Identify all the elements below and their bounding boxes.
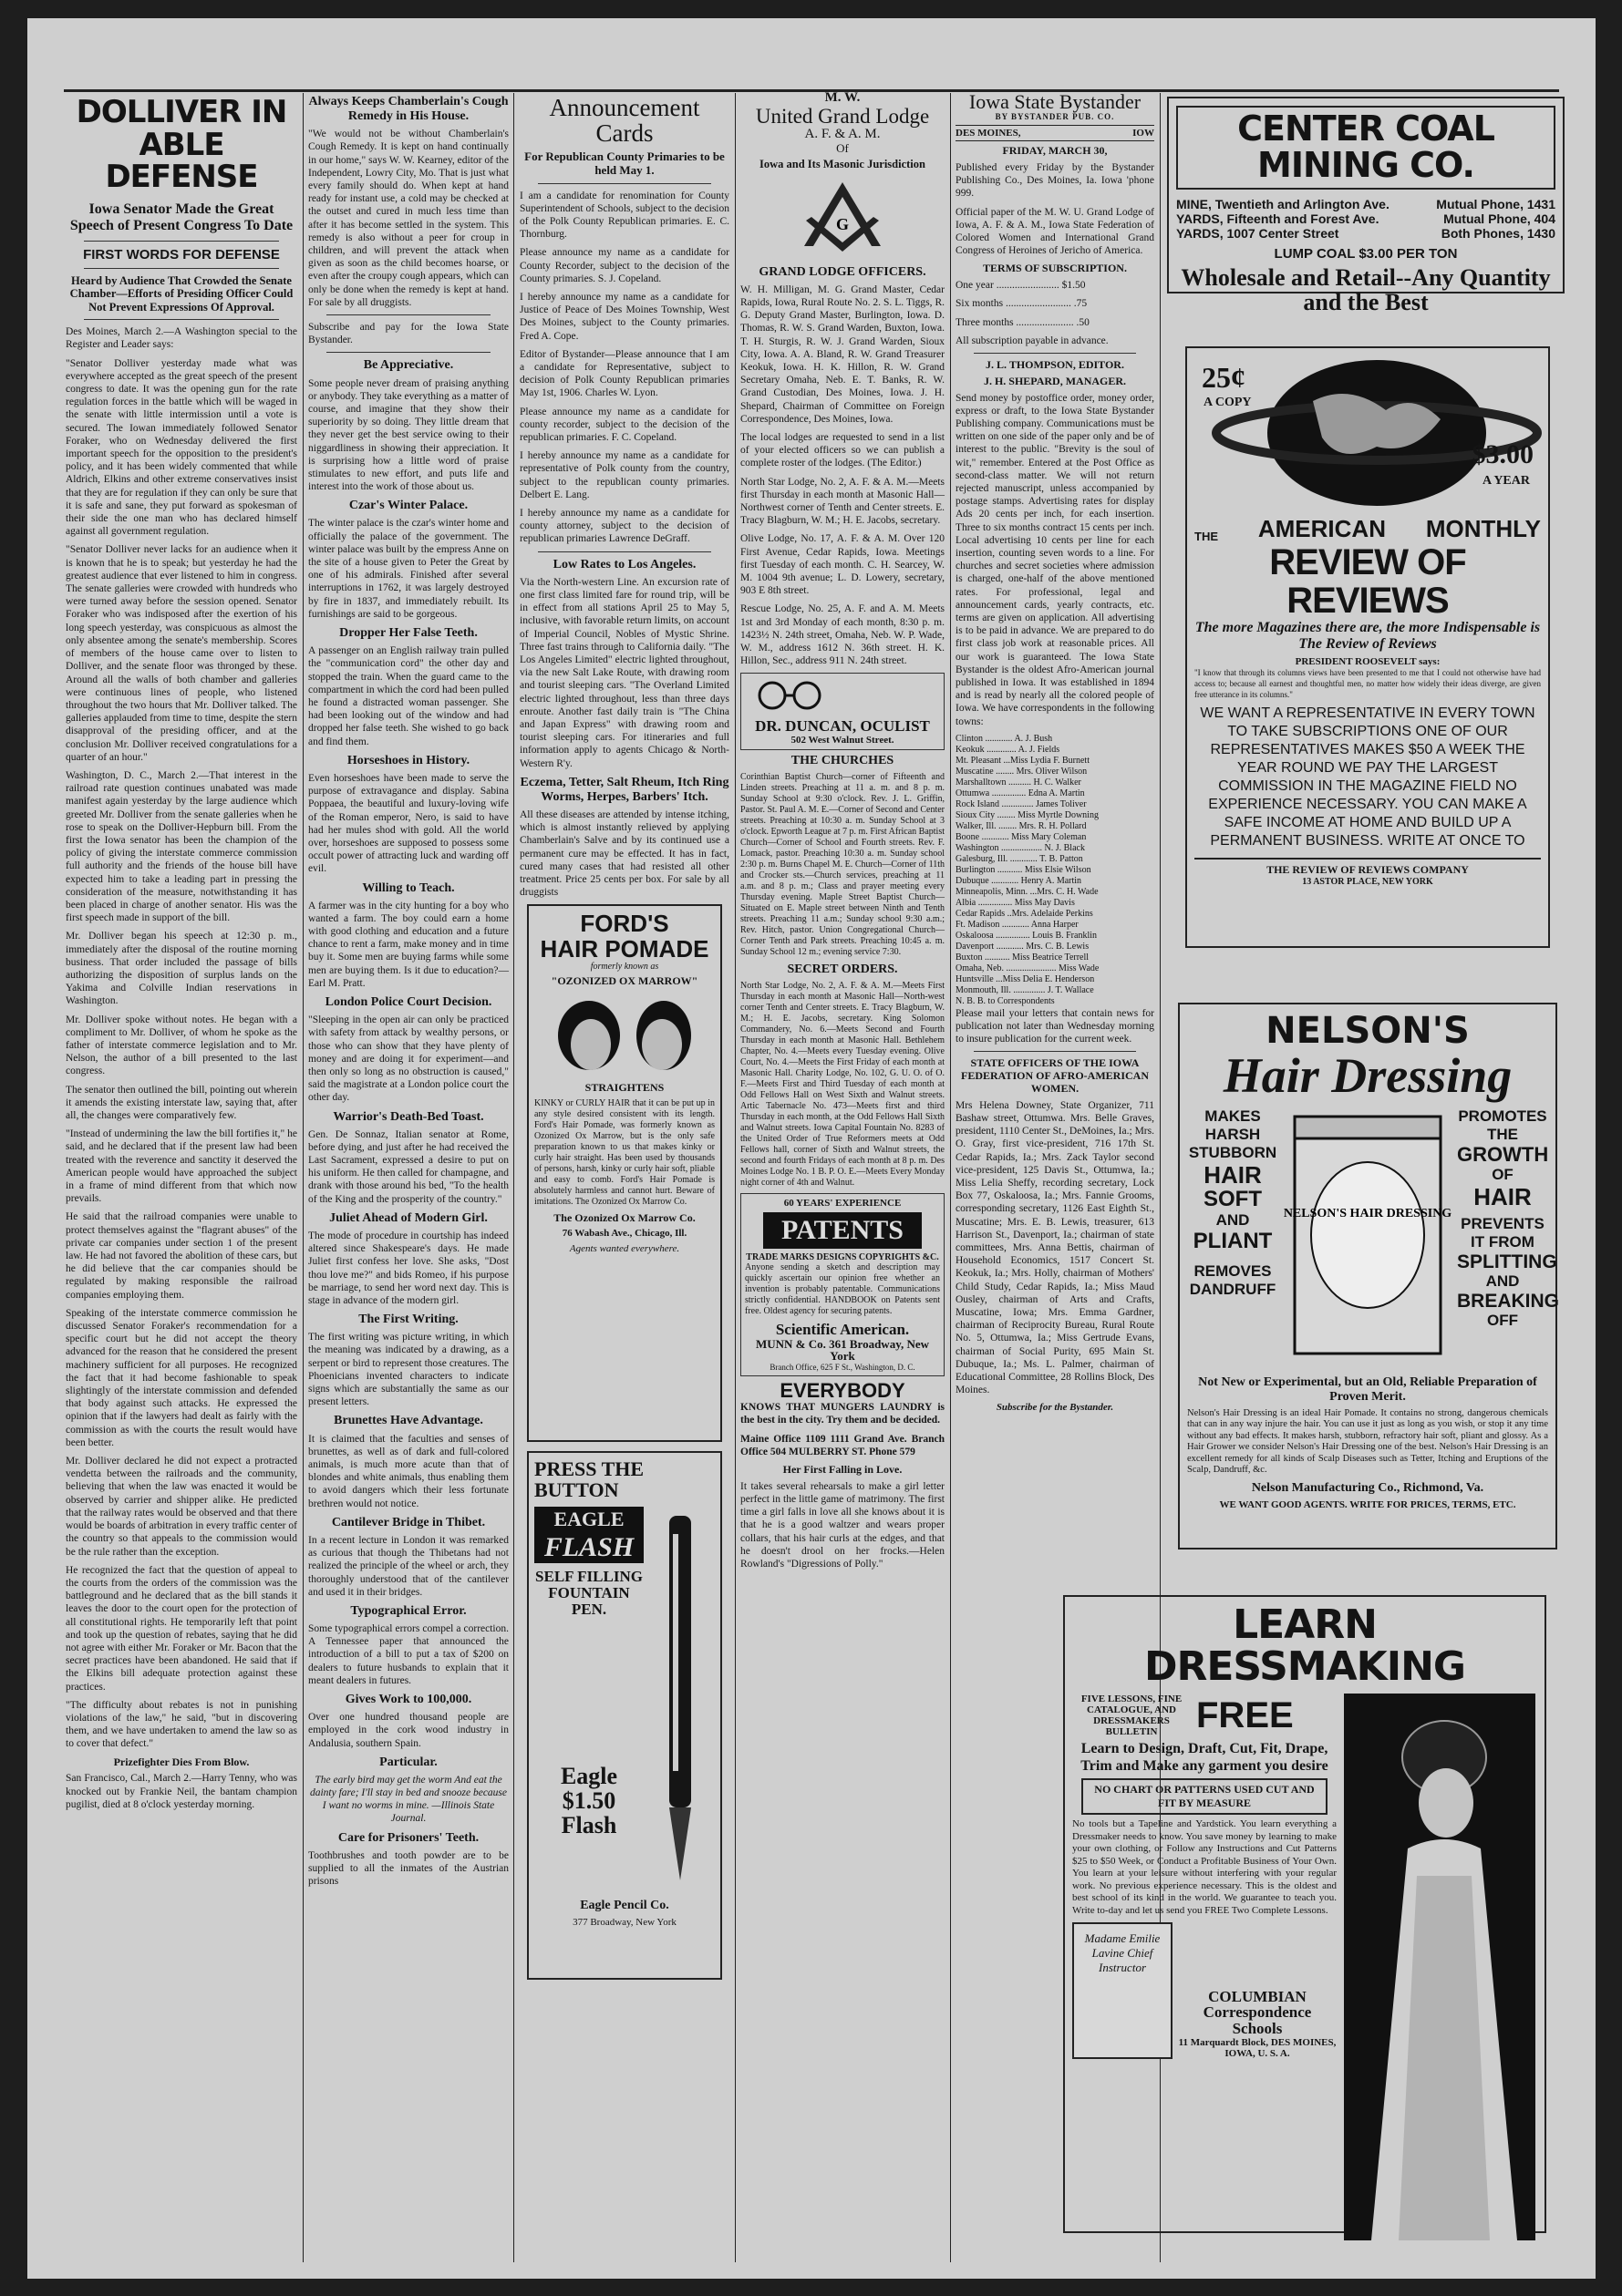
woman-illustration-icon bbox=[1344, 1694, 1535, 2240]
item-text: The first writing was picture writing, in which the meaning was indicated by a drawing, as a serpent or bird to represent those creatures. The Phoenicians invented characters to indicate signs which are substantially the same as our present letters. bbox=[308, 1332, 509, 1408]
column-rule bbox=[735, 93, 736, 2262]
item-text: Over one hundred thousand people are employed in the cork wood industry in Andalusia, southern Spain. bbox=[308, 1712, 509, 1749]
eagle-label: EAGLE bbox=[534, 1507, 644, 1531]
center-coal-ad bbox=[1167, 97, 1565, 316]
review-the: THE bbox=[1194, 530, 1218, 543]
claim-word: HARSH bbox=[1204, 1125, 1261, 1143]
claim-word: OFF bbox=[1487, 1311, 1518, 1329]
correspondent-row: Ottumwa ............... Edna A. Martin bbox=[956, 788, 1085, 798]
correspondent-row: Muscatine ........ Mrs. Oliver Wilson bbox=[956, 766, 1088, 777]
masthead-price: IOW bbox=[1132, 128, 1154, 139]
review-tagline: The more Magazines there are, the more Indispensable is The Review of Reviews bbox=[1194, 620, 1541, 652]
newspaper-page bbox=[27, 18, 1596, 2279]
dolliver-paragraph: Mr. Dolliver declared he did not expect a protracted vendetta between the railroads and the community, believing that when the law was enacted it would be observed by carrier and shipper alike. He predicted that the railway rates would be observed and that there would be boards of arbitration in every traffic center of the country so that appeals to the commission would be the rule rather than the exception. bbox=[66, 1456, 297, 1558]
item-headline: Warrior's Death-Bed Toast. bbox=[333, 1109, 484, 1124]
fords-main: HAIR POMADE bbox=[540, 934, 709, 963]
heads-illustration-icon bbox=[534, 992, 717, 1074]
correspondent-row: Rock Island .............. James Toliver bbox=[956, 798, 1087, 809]
fords-straightens: STRAIGHTENS bbox=[584, 1080, 665, 1094]
publication-note: Published every Friday by the Bystander Publishing Co., Des Moines, Ia. Iowa 'phone 999. bbox=[956, 161, 1154, 200]
eczema-headline: Eczema, Tetter, Salt Rheum, Itch Ring Worms, Herpes, Barbers' Itch. bbox=[520, 775, 729, 804]
dolliver-paragraph: Mr. Dolliver spoke without notes. He began with a compliment to Mr. Dolliver, of whom he spoke as the father of interstate commerce legislation and to Mr. Nelson, the author of a bill presented to the last congress. bbox=[66, 1014, 297, 1077]
review-year: A YEAR bbox=[1483, 474, 1530, 488]
item-headline: Willing to Teach. bbox=[362, 880, 455, 895]
claim-word: AND bbox=[1215, 1210, 1250, 1229]
claim-word: SOFT bbox=[1204, 1186, 1262, 1211]
announcement-card: I hereby announce my name as a candidate for county attorney, subject to the decision of republican primaries Lawrence DeGraff. bbox=[520, 508, 729, 545]
claim-word: OF bbox=[1492, 1165, 1514, 1183]
correspondent-row: Marshalltown .......... H. C. Walker bbox=[956, 777, 1081, 788]
duncan-name: DR. DUNCAN, OCULIST bbox=[755, 717, 930, 736]
correspondent-row: Huntsville ...Miss Delia E. Henderson bbox=[956, 973, 1095, 984]
spectacles-icon bbox=[745, 677, 940, 714]
correspondent-row: Boone ............ Miss Mary Coleman bbox=[956, 831, 1087, 842]
item-text: "Sleeping in the open air can only be practiced with safety from attack by wealthy persons, or those who can show that they have plenty of money and are doing it for experiment—and then only so long as no obstruction is caused," said the magistrate at a London police court the other day. bbox=[308, 1014, 509, 1104]
item-text: In a recent lecture in London it was remarked as curious that though the Thibetans had not realized the principle of the wheel or arch, they thoroughly understood that of the cantilever and used it in their bridges. bbox=[308, 1534, 509, 1598]
patents-sub: TRADE MARKS DESIGNS COPYRIGHTS &C. bbox=[746, 1251, 939, 1262]
manager-line: J. H. SHEPARD, MANAGER. bbox=[983, 374, 1127, 387]
item-headline: Typographical Error. bbox=[350, 1603, 467, 1618]
svg-text:G: G bbox=[835, 214, 850, 233]
nelson-agents: WE WANT GOOD AGENTS. WRITE FOR PRICES, TERMS, ETC. bbox=[1219, 1498, 1516, 1510]
lodge-head-5: Iowa and Its Masonic Jurisdiction bbox=[759, 158, 925, 171]
nelson-company: Nelson Manufacturing Co., Richmond, Va. bbox=[1251, 1480, 1484, 1495]
eagle-pen-ad bbox=[527, 1451, 722, 1980]
review-american: AMERICAN bbox=[1257, 515, 1386, 542]
eagle-company: Eagle Pencil Co. bbox=[580, 1898, 669, 1912]
correspondent-row: Cedar Rapids ..Mrs. Adelaide Perkins bbox=[956, 908, 1093, 919]
review-pitch: WE WANT A REPRESENTATIVE IN EVERY TOWN TO TAKE SUBSCRIPTIONS ONE OF OUR REPRESENTATIVES MAKES $50 A WEEK THE YEAR ROUND WE PAY THE LARGEST COMMISSION IN THE MAGAZINE FIELD NO EXPERIENCE NECESSARY. YOU CAN MAKE A SAFE INCOME AT HOME AND BUILD UP A PERMANENT BUSINESS. WRITE AT ONCE TO bbox=[1200, 705, 1535, 849]
coal-phone-3: Both Phones, 1430 bbox=[1441, 225, 1555, 241]
terms-row: Three months ...................... .50 bbox=[956, 316, 1090, 328]
correspondent-row: Ft. Madison ............ Anna Harper bbox=[956, 919, 1079, 930]
churches-headline: THE CHURCHES bbox=[790, 754, 894, 768]
lodge-head-4: Of bbox=[836, 140, 849, 155]
patents-body: Anyone sending a sketch and description may quickly ascertain our opinion free whether an invention is probably patentable. Communications strictly confidential. HANDBOOK on Patents sent free. Oldest agency for securing patents. bbox=[745, 1261, 940, 1316]
dolliver-paragraph: "Senator Dolliver never lacks for an audience when it is known that he is to speak; but yesterday he had the greatest audience that ever listened to him in congress. The senate galleries were crowded with hundreds who were turned away before the session opened. Senator Foraker who was indisposed after the exertion of his long speech yesterday, was conspicuous as almost the only absentee among the senate's membership. Scores of members of the house came over to listen to Dolliver, and the senate floor was thronged by these. Around all the walls of both chamber and galleries were continuous lines of people, who listened throughout the two hours that Mr. Dolliver talked. The galleries applauded from time to time, despite the stern disapproval of the presiding officer, and at the conclusion Mr. Dolliver received congratulations for a quarter of an hour." bbox=[66, 544, 297, 763]
fords-company: The Ozonized Ox Marrow Co. bbox=[553, 1210, 696, 1224]
fords-pomade-ad bbox=[527, 904, 722, 1442]
claim-word: PREVENTS bbox=[1461, 1214, 1545, 1232]
official-note: Official paper of the M. W. U. Grand Lodge of Iowa, A. F. & A. M., Iowa State Federation of Colored Women and International Grand Congress of Heroines of Jericho of America. bbox=[956, 206, 1154, 257]
lodge-entry: North Star Lodge, No. 2, A. F. & A. M.—Meets first Thursday in each month at Masonic Hall—Northwest corner of Tenth and Center streets. E. Tracy Blagburn, W. M.; H. E. Jacobs, secretary. bbox=[740, 476, 945, 527]
flash-label: FLASH bbox=[534, 1531, 644, 1564]
correspondent-row: Galesburg, Ill. ............ T. B. Patton bbox=[956, 853, 1083, 864]
masthead-title: Iowa State Bystander bbox=[968, 90, 1142, 113]
prizefighter-headline: Prizefighter Dies From Blow. bbox=[113, 1755, 250, 1768]
coal-lump: LUMP COAL $3.00 PER TON bbox=[1274, 245, 1458, 262]
lodge-entry: Rescue Lodge, No. 25, A. F. and A. M. Meets 1st and 3rd Monday of each month, 8:30 p. m. 1423½ N. 24th street, Omaha, Neb. W. P. Wade, W. M., address 1612 N. 36th street. H. K. Hillon, Sec., address 911 N. 24th street. bbox=[740, 603, 945, 667]
rates-headline: Low Rates to Los Angeles. bbox=[553, 557, 697, 571]
item-headline: Cantilever Bridge in Thibet. bbox=[331, 1515, 486, 1529]
correspondent-row: Omaha, Neb. ...................... Miss Wade bbox=[956, 963, 1100, 973]
fords-body: KINKY or CURLY HAIR that it can be put up in any style desired consistent with its length. Ford's Hair Pomade, was formerly known as Ozonized Ox Marrow, but is the only safe preparation known to us that makes kinky or curly hair straight. Has been used by thousands of persons, harsh, kinky or curly hair soft, pliable and easy to comb. Ford's Hair Pomade is absolutely harmless and cannot hurt. Beware of imitations. The Ozonized Ox Marrow Co. bbox=[534, 1097, 715, 1207]
dolliver-deck-2: FIRST WORDS FOR DEFENSE bbox=[83, 246, 280, 263]
dress-body: No tools but a Tapeline and Yardstick. You learn everything a Dressmaker needs to know. You save money by learning to make your own clothing, or Follow any Instructions and Cut Patterns $25 to $50 Week, or Conduct a Profitable Business of Your Own. You learn at your leisure without interfering with your regular work. No previous experience necessary. This is the oldest and best school of its kind in the world. We guarantee to teach you. Write to-day and let us send you FREE Two Complete Lessons. bbox=[1072, 1818, 1337, 1916]
review-copy: A COPY bbox=[1204, 396, 1252, 409]
dolliver-paragraph: Speaking of the interstate commerce commission he discussed Senator Foraker's recommendation for a specific court but he did not accept the theory advanced for the reason that he considered the present machinery sufficient for all purposes. He recognized the fact that it had become fashionable to speak slightingly of the interstate commission and defended that body against such attacks. He expressed the opinion that if the lawyers had dealt as fairly with the commission as with the courts the result would have been better. bbox=[66, 1307, 297, 1448]
fords-top: FORD'S bbox=[580, 910, 669, 938]
correspondent-row: Keokuk ............. A. J. Fields bbox=[956, 744, 1060, 755]
munn-branch: Branch Office, 625 F St., Washington, D. C. bbox=[770, 1363, 915, 1373]
item-headline: Particular. bbox=[379, 1755, 438, 1769]
eczema-text: All these diseases are attended by intense itching, which is almost instantly relieved by applying Chamberlain's Salve and by its continued use a permanent cure may be effected. It has in fact, cured many cases that had resisted all other treatment. Price 25 cents per box. For sale by all druggists bbox=[520, 808, 729, 899]
claim-word: DANDRUFF bbox=[1189, 1280, 1276, 1298]
lodge-head-3: A. F. & A. M. bbox=[804, 126, 881, 141]
item-text: It is claimed that the faculties and senses of brunettes, as well as of dark and full-colored animals, is much more acute than that of blondes and white animals, thus enabling them to avoid dangers which their less fortunate brethren would not notice. bbox=[308, 1433, 509, 1509]
claim-word: AND bbox=[1485, 1272, 1520, 1290]
correspondent-row: Albia ............... Miss May Davis bbox=[956, 897, 1075, 908]
everybody-headline: EVERYBODY bbox=[780, 1379, 905, 1403]
review-quote: "I know that through its columns views have been presented to me that I could not otherwise have had access to; because all earnest and thoughtful men, no matter how widely their ideas diverge, are given free utterance in its columns." bbox=[1194, 668, 1541, 699]
correspondent-row: Walker, Ill. ........ Mrs. R. H. Pollard bbox=[956, 820, 1087, 831]
dress-five: FIVE LESSONS, FINE CATALOGUE, AND DRESSMAKERS BULLETIN bbox=[1080, 1694, 1183, 1738]
dress-free: FREE bbox=[1196, 1695, 1294, 1736]
coal-mine: MINE, Twentieth and Arlington Ave. bbox=[1176, 196, 1390, 211]
coal-name: CENTER COAL MINING CO. bbox=[1176, 106, 1555, 190]
lodge-head-1: M. W. bbox=[824, 90, 861, 105]
review-price-2: $3.00 bbox=[1472, 439, 1534, 469]
officers-headline: GRAND LODGE OFFICERS. bbox=[759, 264, 926, 279]
everybody-text: KNOWS THAT MUNGERS LAUNDRY is the best in the city. Try them and be decided. bbox=[740, 1402, 945, 1426]
correspondent-row: Davenport ............ Mrs. C. B. Lewis bbox=[956, 941, 1090, 952]
nelson-name: NELSON'S bbox=[1266, 1010, 1470, 1052]
column-rule bbox=[303, 93, 304, 2262]
falling-headline: Her First Falling in Love. bbox=[782, 1463, 903, 1476]
terms-headline: TERMS OF SUBSCRIPTION. bbox=[983, 262, 1127, 275]
terms-note: All subscription payable in advance. bbox=[956, 335, 1109, 346]
column-rule bbox=[513, 93, 514, 2262]
dolliver-headline-1: DOLLIVER IN bbox=[76, 94, 287, 130]
square-compass-icon bbox=[740, 175, 945, 257]
item-headline: Be Appreciative. bbox=[363, 358, 454, 373]
officers-list: W. H. Milligan, M. G. Grand Master, Cedar Rapids, Iowa, Rural Route No. 2. S. L. Tiggs, R. G. Deputy Grand Master, Burlington, Iowa. D. Thomas, R. W. S. Grand Warden, Buxton, Iowa. T. H. Sturgis, R. W. J. Grand Warden, Sioux City, Iowa. A. A. Bland, R. W. Grand Treasurer Keokuk, Iowa. H. K. Hillon, R. W. Grand Secretary Omaha, Neb. E. T. Banks, R. W. Grand Custodian, Des Moines, Iowa. J. H. Shepard, Chairman of Committee on Foreign Correspondence, Des Moines, Iowa. bbox=[740, 283, 945, 425]
subscribe-bystander: Subscribe for the Bystander. bbox=[996, 1402, 1114, 1414]
announcements-column bbox=[520, 91, 729, 2260]
coal-yards-1: YARDS, Fifteenth and Forest Ave. bbox=[1176, 211, 1379, 226]
review-title: REVIEW OF REVIEWS bbox=[1269, 542, 1466, 621]
lodge-head-2: United Grand Lodge bbox=[755, 104, 930, 128]
lodge-entry: Olive Lodge, No. 17, A. F. & A. M. Over 120 First Avenue, Cedar Rapids, Iowa. Meetings first Tuesday of each month. C. H. Searcey, W. M. 1004 9th avenue; L. D. Lowery, secretary, 903 E 8th street. bbox=[740, 533, 945, 597]
hair-dressing-tin-icon bbox=[1283, 1107, 1452, 1372]
dolliver-paragraph: Des Moines, March 2.—A Washington special to the Register and Leader says: bbox=[66, 326, 297, 351]
correspondent-row: Oskaloosa ............... Louis B. Franklin bbox=[956, 930, 1097, 941]
dressmaking-ad bbox=[1063, 1595, 1546, 2233]
rates-text: Via the North-western Line. An excursion rate of one first class limited fare for round trip, will be in effect from all stations April 25 to May 5, inclusive, with favorable return limits, on account of Imperial Council, Nobles of Mystic Shrine. Three fast trains through to California daily. "The Los Angeles Limited" electric lighted throughout, via the new Salt Lake Route, with drawing room and tourist sleeping cars. "The Overland Limited electric lighted throughout, less than three days enroute. Another fast daily train is "The China and Japan Express" with drawing room and tourist sleeping cars. For itineraries and full information apply to agents Chicago & North-Western R'y. bbox=[520, 576, 729, 769]
dolliver-paragraph: Washington, D. C., March 2.—That interest in the railroad rate question continues unabated was made manifest again yesterday by the large audience which greeted Mr. Dolliver from the senate galleries when he rose to speak on the Dolliver-Hepburn bill. From the first the Iowa senator has been the champion of the policy of giving the interstate commerce commission full authority and the friends of the house bill have expected him to take a leading part in pressing the consideration of the measure, notwithstanding it has been placed in charge of another senator. His was the first speech made in support of the bill. bbox=[66, 769, 297, 924]
dolliver-paragraph: Mr. Dolliver began his speech at 12:30 p. m., immediately after the disposal of the routine morning business. That order included the passage of bills authorizing the disposition of surplus lands on the Yakima and Colville Indian reservations in Washington. bbox=[66, 931, 297, 1007]
deadline-note: Please mail your letters that contain news for publication not later than Wednesday morning to insure publication for the current week. bbox=[956, 1007, 1154, 1045]
claim-word: HAIR bbox=[1473, 1182, 1532, 1210]
announcement-card: Please announce my name as a candidate for County Recorder, subject to the decision of the County primaries. S. J. Copeland. bbox=[520, 247, 729, 284]
fords-formerly: formerly known as bbox=[590, 961, 659, 972]
issue-date: FRIDAY, MARCH 30, bbox=[1002, 144, 1108, 158]
item-headline: Juliet Ahead of Modern Girl. bbox=[329, 1210, 488, 1225]
item-headline: Care for Prisoners' Teeth. bbox=[337, 1830, 480, 1845]
item-text: The mode of procedure in courtship has indeed altered since Shakespeare's days. He made Juliet first confess her love. She asks, "Dost thou love me?" and bids Romeo, if his purpose be marriage, to send her word next day. This is stage in advance of the modern girl. bbox=[308, 1230, 509, 1306]
state-officers-text: Mrs Helena Downey, State Organizer, 711 Bashaw street, Ottumwa. Mrs. Belle Graves, president, 1110 Center St., DeMoines, Ia.; Mrs. O. Gray, first vice-president, 716 17th St. Cedar Rapids, Ia.; Mrs. Zack Taylor second vice-president, 125 Davis St., Ottumwa, Ia.; Miss Lelia Sheffy, recording secretary, Lock Box 77, Oskaloosa, Ia.; Mrs. Fannie Grooms, corresponding secretary, 1126 East Eighth St., Muscatine; Mrs. E. B. Lewis, treasurer, 613 Harrison St., Davenport, Ia.; chairman of state committees, Mrs. Anna Bettis, chairman of Household Economics, 1517 Concert St. Keokuk, Ia.; Mrs. Holly, chairman of Mothers' Child Study, Cedar Rapids, Ia.; Miss Maud Ousley, chairman of Arts and Crafts, Muscatine, Iowa; Mrs. Emma Gardner, chairman of Reciprocity Bureau, Rural Route No. 5, Ottumwa, Ia.; Miss Gertrude Evans, chairman of Social Purity, 695 Main St. Dubuque, Ia.; Ms. L. Palmer, chairman of Educational Committee, 28 Rollins Block, Des Moines. bbox=[956, 1099, 1154, 1396]
nelson-product: Hair Dressing bbox=[1223, 1048, 1513, 1103]
correspondent-row: Dubuque ............ Henry A. Martin bbox=[956, 875, 1082, 886]
eagle-address: 377 Broadway, New York bbox=[573, 1916, 677, 1928]
lodges-note: The local lodges are requested to send in a list of your elected officers so we can publish a complete roster of the lodges. (The Editor.) bbox=[740, 431, 945, 469]
correspondent-row: Monmouth, Ill. .............. J. T. Wallace bbox=[956, 984, 1094, 995]
munn-company: MUNN & Co. 361 Broadway, New York bbox=[755, 1336, 930, 1364]
self-filling: SELF FILLING FOUNTAIN PEN. bbox=[535, 1568, 643, 1618]
state-officers-headline: STATE OFFICERS OF THE IOWA FEDERATION OF AFRO-AMERICAN WOMEN. bbox=[961, 1056, 1149, 1095]
claim-word: GROWTH bbox=[1457, 1142, 1549, 1166]
poem-text: The early bird may get the worm And eat the dainty fare; I'll stay in bed and snooze because I want no worms in mine. —Illinois State Journal. bbox=[309, 1774, 508, 1825]
claim-word: REMOVES bbox=[1193, 1261, 1272, 1280]
correspondent-row: Mt. Pleasant ...Miss Lydia F. Burnett bbox=[956, 755, 1090, 766]
dolliver-article bbox=[66, 91, 297, 2260]
scientific-american: Scientific American. bbox=[775, 1320, 910, 1338]
dress-learn: Learn to Design, Draft, Cut, Fit, Drape, Trim and Make any garment you desire bbox=[1080, 1741, 1328, 1774]
dolliver-deck-3: Heard by Audience That Crowded the Senate Chamber—Efforts of Presiding Officer Could Not Prevent Expressions Of Approval. bbox=[69, 274, 294, 314]
fords-agents: Agents wanted everywhere. bbox=[569, 1243, 680, 1255]
coal-slogan: Wholesale and Retail--Any Quantity and the Best bbox=[1181, 263, 1551, 316]
claim-word: PLIANT bbox=[1193, 1228, 1273, 1253]
claim-word: STUBBORN bbox=[1188, 1143, 1277, 1161]
miscellany-column bbox=[308, 91, 509, 2260]
falling-text: It takes several rehearsals to make a girl letter perfect in the little game of matrimony. The first time a girl falls in love all she knows about it is that he is a good waltzer and wears proper collars, that his hair curls at the edges, and that he doesn't drool on her frocks.—Helen Rowland's "Digressions of Polly." bbox=[740, 1480, 945, 1570]
nelson-not-new: Not New or Experimental, but an Old, Reliable Preparation of Proven Merit. bbox=[1198, 1375, 1537, 1404]
policies-text: Send money by postoffice order, money order, express or draft, to the Iowa State Bystander Publishing company. Communications must be written on one side of the paper only and be of interest to the public. "Brevity is the soul of wit," remember. Entered at the Post Office as second-class matter. We will not return rejected manuscript, unless accompanied by postage stamps. Advertising rates for display Ads 20 cents per inch, for each insertion. Three to six months contract 15 cents per inch. Local advertising 10 cents per line for each insertion, counting seven words to a line. For churches and secret societies where admission is charged, one-half of the above mentioned rates. For professional, legal and announcement cards, yearly contracts, etc. terms are given on application. All advertising is to be paid in advance. We are prepared to do first class job work at reasonable prices. All our work is guaranteed. The Iowa State Bystander is the oldest Afro-American journal published in Iowa. It was established in 1894 and is read by nearly all the colored people of Iowa. We have correspondents in the following towns: bbox=[956, 392, 1154, 727]
chamberlain-text: "We would not be without Chamberlain's Cough Remedy. It is kept on hand continually in our home," says W. W. Kearney, editor of the Independent, Lowry City, Mo. That is just what every family should do. When kept at hand ready for instant use, a cold may be checked at the outset and cured in much less time than after it has become settled in the system. This remedy is also without a peer for croup in children, and will prevent the attack when given as soon as the child becomes hoarse, or even after the croupy cough appears, which can only be done when the remedy is kept at hand. For sale by all druggists. bbox=[308, 129, 509, 308]
column-rule bbox=[950, 93, 951, 2262]
announcement-card: Editor of Bystander—Please announce that I am a candidate for Representative, subject to decision of Polk County Republican primaries May 1st, 1906. Charles W. Lyon. bbox=[520, 348, 729, 399]
claim-word: BREAKING bbox=[1457, 1290, 1560, 1312]
announcement-card: I hereby announce my name as a candidate for representative of Polk county from the country, subject to the republican county primaries. Delbert E. Lang. bbox=[520, 450, 729, 500]
prizefighter-paragraph: San Francisco, Cal., March 2.—Harry Tenny, who was knocked out by Frankie Neil, the bantam champion pugilist, died at 8 o'clock yesterday morning. bbox=[66, 1773, 297, 1810]
lodge-column bbox=[740, 91, 945, 2260]
review-price-1: 25¢ bbox=[1202, 361, 1245, 394]
item-headline: Brunettes Have Advantage. bbox=[334, 1414, 483, 1428]
dolliver-paragraph: "Senator Dolliver yesterday made what was everywhere accepted as the great speech of the present congress to date. It was the opening gun for the rate regulation forces in the battle which will be waged in the senate with little intermission until a vote is secured. The Iowan immediately followed Senator Foraker, who on Wednesday delivered the first important speech for the opposition to the president's policy, and it has been widely commented that while Aldrich, Elkins and other extreme conservatives insist that they are for regulation if they can only be sure that it is safe and sane, they put forward as spokesman of their side the one man who has declared himself against all government regulation. bbox=[66, 357, 297, 538]
coal-phone-1: Mutual Phone, 1431 bbox=[1436, 196, 1555, 211]
announcement-subtitle: For Republican County Primaries to be held May 1. bbox=[524, 149, 725, 177]
churches-list: Corinthian Baptist Church—corner of Fifteenth and Linden streets. Preaching at 11 a. m. and 8 p. m. Sunday School at 9:30 o'clock. Rev. J. L. Griffin, Pastor. St. Paul A. M. E.—Corner of Second and Center streets. Preaching at 10:30 a. m. Sunday School at 3 o'clock. Epworth League at 7 p. m. First African Baptist Church—Corner of School and Fourth streets. Rev. F. Lomack, pastor. Preaching 10:30 a. m. Sunday school 2:30 p. m. Burns Chapel M. E. Church—Corner of 11th and Crocker sts.—Church services, preaching at 11 a.m. and 8 p. m.; Class and prayer meeting every Thursday evening. Maple Street Baptist Church—Situated on E. Maple street between Ninth and Tenth streets. Preaching 11 a.m.; Sunday school 9:30 a.m.; Rev. Hitch, pastor. Union Congregational Church—Corner Tenth and Park streets. Preaching 10:45 a. m. Sunday School 12 m.; evening service 7:30. bbox=[740, 772, 945, 958]
terms-row: Six months ......................... .75 bbox=[956, 298, 1088, 310]
correspondent-row: Clinton ............ A. J. Bush bbox=[956, 733, 1053, 744]
nelson-right-claims bbox=[1457, 1107, 1560, 1372]
duncan-address: 502 West Walnut Street. bbox=[790, 735, 894, 746]
everybody-offices: Maine Office 1109 1111 Grand Ave. Branch Office 504 MULBERRY ST. Phone 579 bbox=[740, 1433, 945, 1457]
item-text: Some typographical errors compel a correction. A Tennessee paper that announced the introduction of a bill to put a tax of $200 on dealers to future husbands to explain that it meant dealers in futures. bbox=[308, 1623, 509, 1686]
eagle-price: Eagle $1.50 Flash bbox=[560, 1762, 618, 1839]
item-text: Toothbrushes and tooth powder are to be supplied to all the inmates of the Austrian prisons bbox=[308, 1849, 509, 1888]
review-monthly: MONTHLY bbox=[1425, 515, 1541, 542]
nelson-body: Nelson's Hair Dressing is an ideal Hair Pomade. It contains no strong, dangerous chemicals that can in any way injure the hair. You can use it just as long as you wish, or stop it any time without any bad effects. It makes harsh, stubborn, refractory hair soft, pliant and glossy. As a Hair Grower we consider Nelson's Hair Dressing one of the best. Nelson's Hair Dressing is an excellent remedy for all kinds of Scalp Diseases such as Tetter, Itching and Eruptions of the Scalp, Dandruff, &c. bbox=[1187, 1407, 1548, 1476]
editor-line: J. L. THOMPSON, EDITOR. bbox=[986, 357, 1124, 371]
item-headline: Gives Work to 100,000. bbox=[345, 1693, 472, 1707]
announcement-card: I hereby announce my name as a candidate for Justice of Peace of Des Moines Township, West Des Moines, subject to the County primaries. Fred A. Cope. bbox=[520, 291, 729, 342]
coal-phone-2: Mutual Phone, 404 bbox=[1443, 211, 1555, 226]
fords-ozonized: "OZONIZED OX MARROW" bbox=[551, 973, 698, 987]
claim-word: HAIR bbox=[1204, 1160, 1262, 1189]
correspondent-row: Buxton ........... Miss Beatrice Terrell bbox=[956, 952, 1090, 963]
dress-madame: Madame Emilie Lavine Chief Instructor bbox=[1072, 1922, 1173, 2059]
dress-title: LEARN DRESSMAKING bbox=[1143, 1601, 1466, 1691]
secret-headline: SECRET ORDERS. bbox=[787, 963, 898, 977]
item-text: A passenger on an English railway train pulled the "communication cord" the other day and stopped the train. When the guard came to the compartment in which the cord had been pulled he found a distracted woman passenger. She had been looking out of the window and had dropped her false teeth. She wished to go back and find them. bbox=[308, 645, 509, 747]
correspondent-row: Sioux City ........ Miss Myrtle Downing bbox=[956, 809, 1099, 820]
announcement-card: I am a candidate for renomination for County Superintendent of Schools, subject to the decision of the Polk County Republican primaries. E. C. Thornburg. bbox=[520, 190, 729, 241]
claim-word: PROMOTES bbox=[1458, 1107, 1547, 1125]
secret-list: North Star Lodge, No. 2, A. F. & A. M.—Meets First Thursday in each month at Masonic Hall—North-west corner Tenth and Center streets. E. Tracy Blagburn, W. M.; H. E. Jacobs, secretary. King Solomon Commandery, No. 6.—Meets Second and Fourth Thursday in each month at Masonic Hall. Bethlehem Chapter, No. 4.—Meets every Tuesday evening. Olive Court, No. 4.—Meets the First Friday of each month at Masonic Hall. Charity Lodge, No. 102, G. U. O. of O. F.—Meets First and Third Tuesday of each month at Odd Fellows Hall on West Sixth and Walnut streets. Artic Tabernacle No. 473—Meets first and third Thursday in each month, at the Odd Fellows Hall Sixth and Walnut streets. Iowa Capital Fountain No. 8283 of the United Order of True Reformers meets at Odd Fellows hall, corner of Sixth and Walnut streets, the second and fourth Fridays of each month at 8 p. m. Des Moines Lodge No. 1 B. P. O. E.—Meets Every Monday night corner of 4th and Walnut. bbox=[740, 981, 945, 1189]
review-roosevelt: PRESIDENT ROOSEVELT says: bbox=[1295, 656, 1441, 667]
item-text: Some people never dream of praising anything or anybody. They take everything as a matter of course, and imagine that they show their superiority by so doing. They little dream that they never get the best service owing to their niggardliness in showing their appreciation. It is surprising how a little word of praise stimulates to new effort, and puts life and interest into the work of those about us. bbox=[308, 377, 509, 493]
fountain-pen-icon bbox=[647, 1507, 711, 1889]
correspondent-row: Minneapolis, Minn. ...Mrs. C. H. Wade bbox=[956, 886, 1099, 897]
review-company: THE REVIEW OF REVIEWS COMPANY bbox=[1194, 858, 1541, 877]
coal-yards-2: YARDS, 1007 Center Street bbox=[1176, 225, 1339, 241]
claim-word: SPLITTING bbox=[1457, 1251, 1557, 1272]
item-text: Gen. De Sonnaz, Italian senator at Rome, before dying, and just after he had received the Last Sacrament, expressed a desire to put on his uniform. He then called for champagne, and drank with those around his bed, "To the health of the King and the prosperity of the country." bbox=[308, 1128, 509, 1205]
claim-word: THE bbox=[1487, 1125, 1518, 1143]
correspondent-row: Washington .................. N. J. Black bbox=[956, 842, 1085, 853]
chamberlain-headline: Always Keeps Chamberlain's Cough Remedy in His House. bbox=[308, 95, 509, 124]
dolliver-deck-1: Iowa Senator Made the Great Speech of Present Congress To Date bbox=[69, 201, 294, 234]
item-headline: Dropper Her False Teeth. bbox=[339, 626, 478, 641]
fords-address: 76 Wabash Ave., Chicago, Ill. bbox=[562, 1228, 687, 1240]
nelsons-hair-ad bbox=[1178, 1003, 1560, 1550]
patents-years: 60 YEARS' EXPERIENCE bbox=[783, 1198, 902, 1210]
item-text: Even horseshoes have been made to serve the purpose of extravagance and display. Sabina Poppaea, the beautiful and luxury-loving wife of the Roman emperor, Nero, is said to have had her mules shod with gold. All the world over, horseshoes are supposed to possess some occult power of attracting luck and warding off evil. bbox=[308, 772, 509, 875]
announcement-cards-title: Announcement Cards bbox=[549, 94, 700, 148]
dress-address: 11 Marquardt Block, DES MOINES, IOWA, U. S. A. bbox=[1178, 2037, 1337, 2060]
announcement-card: Please announce my name as a candidate for county recorder, subject to the decision of the republican primaries. F. C. Copeland. bbox=[520, 406, 729, 444]
terms-row: One year ........................ $1.50 bbox=[956, 280, 1086, 292]
item-text: A farmer was in the city hunting for a boy who wanted a farm. The boy could earn a home with good clothing and education and a future chance to rent a farm, make money and in time buy it. Some men are buying farms while some men are buying them. Is it due to education?—Earl M. Pratt. bbox=[308, 900, 509, 989]
dolliver-paragraph: He said that the railroad companies were unable to protect themselves against the "flagrant abuses" of the private car companies under section 1 of the present law. He had not favored the abolition of these cars, but he did believe that the car companies should be regulated by making responsible the railroad companies employing them. bbox=[66, 1211, 297, 1301]
correspondents-list bbox=[956, 734, 1154, 1007]
item-headline: Horseshoes in History. bbox=[346, 753, 470, 767]
dolliver-paragraph: "Instead of undermining the law the bill fortifies it," he said, and he declared that if the present law had been treated with the reverence and sanctity it deserved the American people would have approached the subject in a frame of mind different from that which now prevails. bbox=[66, 1128, 297, 1205]
item-headline: Czar's Winter Palace. bbox=[348, 499, 469, 513]
subscribe-note: Subscribe and pay for the Iowa State Bystander. bbox=[308, 322, 509, 346]
dolliver-paragraph: The senator then outlined the bill, pointing out wherein it amends the existing interstate law, saying that, after all, the changes were comparatively few. bbox=[66, 1084, 297, 1121]
review-of-reviews-ad bbox=[1185, 346, 1550, 948]
claim-word: IT FROM bbox=[1471, 1232, 1534, 1251]
masthead-publisher: BY BYSTANDER PUB. CO. bbox=[995, 112, 1115, 122]
correspondent-row: Burlington ........... Miss Elsie Wilson bbox=[956, 864, 1091, 875]
item-text: The winter palace is the czar's winter home and officially the palace of the government. The winter palace was built by the empress Anne on the site of a house given to Peter the Great by one of his admirals. Finished after several interruptions in 1762, it was largely destroyed by fire in 1837, and immediately rebuilt. Its furnishings are said to be gorgeous. bbox=[308, 518, 509, 620]
review-address: 13 ASTOR PLACE, NEW YORK bbox=[1302, 877, 1433, 887]
dress-chart: NO CHART OR PATTERNS USED CUT AND FIT BY MEASURE bbox=[1081, 1778, 1328, 1815]
correspondent-row: N. B. B. to Correspondents bbox=[956, 995, 1055, 1006]
press-button: PRESS THE BUTTON bbox=[534, 1457, 645, 1502]
dolliver-headline-2: ABLE DEFENSE bbox=[105, 126, 258, 196]
masthead-city: DES MOINES, bbox=[956, 128, 1021, 139]
nelson-left-claims bbox=[1187, 1107, 1278, 1372]
item-headline: The First Writing. bbox=[358, 1313, 459, 1327]
item-headline: London Police Court Decision. bbox=[325, 995, 492, 1010]
dolliver-paragraph: "The difficulty about rebates is not in punishing violations of the law," he said, "but in discovering them, and we have undertaken to amend the law so as to cover that defect." bbox=[66, 1699, 297, 1750]
dolliver-paragraph: He recognized the fact that the question of appeal to the courts from the orders of the commission was the battleground and he declared that as the bill stands it leaves the door to the court open for the protection of all constitutional rights. He temporarily left that point and took up the question of rebates, saying that he did not agree with either Mr. Foraker or Mr. Bacon that the secret practices have been abandoned. He said that if the Elkins bill adequate protection against these practices. bbox=[66, 1564, 297, 1693]
claim-word: MAKES bbox=[1204, 1107, 1261, 1125]
patents-title: PATENTS bbox=[763, 1212, 922, 1249]
dress-school: COLUMBIAN Correspondence Schools bbox=[1203, 1987, 1312, 2038]
tin-label: NELSON'S HAIR DRESSING bbox=[1283, 1206, 1452, 1220]
